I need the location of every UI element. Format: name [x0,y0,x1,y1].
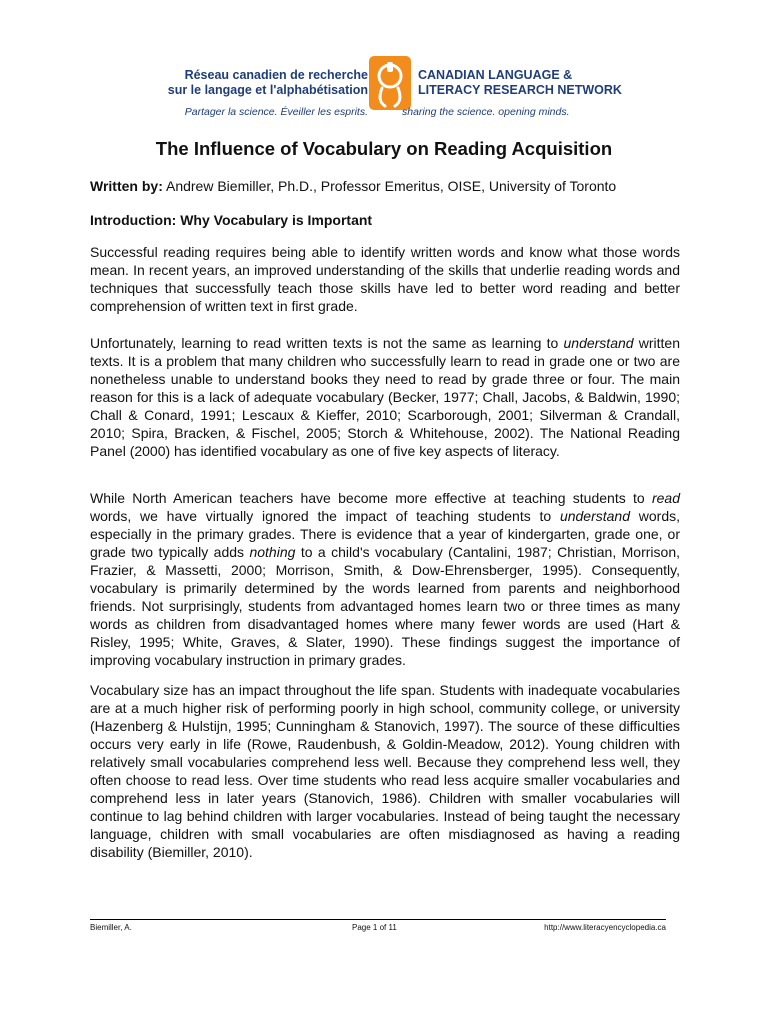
paragraph-2-part-b: written texts. It is a problem that many children who successfully learn to read in grade one or two are nonetheless unable to understand books they need to read by grade three or four. The main reason for this is a lack of adequate vocabulary (Becker, 1977; Chall, Jacobs, & Baldwin, 1990; Chall & Conard, 1991; Lescaux & Kieffer, 2010; Scarborough, 2001; Silverman & Crandall, 2010; Spira, Bracken, & Fischel, 2005; Storch & Whitehouse, 2002). The National Reading Panel (2000) has identified vocabulary as one of five key aspects of literacy. [90,335,680,459]
byline-label: Written by: [90,178,163,194]
byline-author: Andrew Biemiller, Ph.D., Professor Emeritus, OISE, University of Toronto [162,178,617,194]
paragraph-2-emphasis: understand [563,335,634,351]
footer-author: Biemiller, A. [90,923,132,932]
footer-page-number: Page 1 of 11 [352,923,397,932]
paragraph-3 [90,489,680,669]
network-name-english [418,68,648,98]
paragraph-2-part-a: Unfortunately, learning to read written texts is not the same as learning to [90,335,564,351]
paragraph-3-emphasis-3: nothing [249,544,296,560]
network-name-english-line1: CANADIAN LANGUAGE & [418,68,573,82]
paragraph-2 [90,334,680,460]
paragraph-3-emphasis-1: read [651,490,680,506]
network-name-english-line2: LITERACY RESEARCH NETWORK [418,83,622,97]
paragraph-3-part-b: words, we have virtually ignored the impact of teaching students to [90,508,560,524]
document-title: The Influence of Vocabulary on Reading Acquisition [155,138,613,159]
paragraph-4: Vocabulary size has an impact throughout the life span. Students with inadequate vocabularies are at a much higher risk of performing poorly in high school, community college, or university (Hazenberg & Hulstijn, 1995; Cunningham & Stanovich, 1997). The source of these difficulties occurs very early in life (Rowe, Raudenbush, & Goldin-Meadow, 2012). Young children with relatively small vocabularies comprehend less well. Because they comprehend less well, they often choose to read less. Over time students who read less acquire smaller vocabularies and comprehend less in later years (Stanovich, 1986). Children with smaller vocabularies will continue to lag behind children with larger vocabularies. Instead of being taught the necessary language, children with small vocabularies are often misdiagnosed as having a reading disability (Biemiller, 2010). [90,682,680,860]
network-name-french-line2: sur le langage et l'alphabétisation [167,83,368,97]
byline [90,178,690,195]
page-footer [90,923,666,935]
network-name-french-line1: Réseau canadien de recherche [184,68,368,82]
footer-divider [90,919,666,920]
tagline-french: Partager la science. Éveiller les esprits. [184,106,368,118]
paragraph-3-part-d: to a child's vocabulary (Cantalini, 1987; Christian, Morrison, Frazier, & Massetti, 2000; Morrison, Smith, & Dow-Ehrensberger, 1995). Consequently, vocabulary is primarily determined by the words learned from parents and neighborhood friends. Not surprisingly, students from advantaged homes learn two or three times as many words as children from disadvantaged homes where many fewer words are used (Hart & Risley, 1995; White, Graves, & Slater, 1990). These findings suggest the importance of improving vocabulary instruction in primary grades. [90,544,680,668]
section-heading: Introduction: Why Vocabulary is Important [90,212,373,228]
paragraph-3-part-c: words, especially in the primary grades. There is evidence that a year of kindergarten, grade one, or grade two typically adds [90,508,680,560]
paragraph-3-emphasis-2: understand [559,508,630,524]
paragraph-1: Successful reading requires being able to identify written words and know what those words mean. In recent years, an improved understanding of the skills that underlie reading words and techniques that successfully teach those skills have led to better word reading and better comprehension of written text in first grade. [90,244,680,314]
paragraph-3-part-a: While North American teachers have become more effective at teaching students to [90,490,652,506]
clrnet-logo-icon [367,54,413,112]
footer-url-link[interactable]: http://www.literacyencyclopedia.ca [544,923,666,932]
page-header [0,54,768,120]
network-name-french [150,68,368,98]
tagline-english: sharing the science. opening minds. [402,106,570,118]
